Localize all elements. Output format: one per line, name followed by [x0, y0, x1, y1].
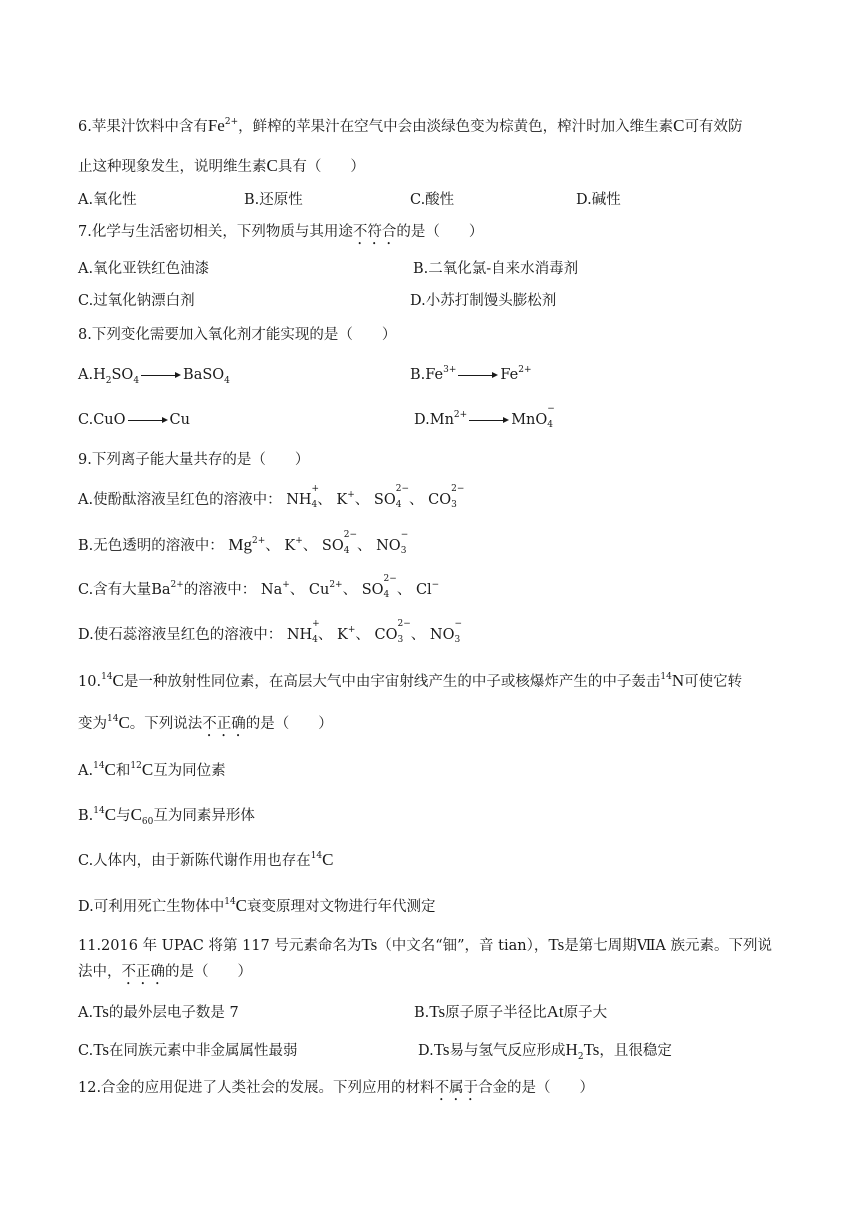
q8-option-d: $D.Mn^{2+}$ MnO − 4	[414, 404, 555, 430]
q9-option-b: B.无色透明的溶液中： $Mg^{2+}$、 K+、 SO 2− 4 、 NO − 3	[78, 530, 409, 556]
q6-stem-line2: 止这种现象发生，说明维生素C具有（ ）	[78, 156, 365, 175]
q10-stem-line2: 变为$^{14}$C。下列说法不正确的是（ ）	[78, 713, 333, 732]
q9-option-c: C.含有大量$Ba^{2+}$的溶液中： Na+、 $Cu^{2+}$、 SO 2− 4 、 Cl−	[78, 574, 440, 600]
q9-stem: 9.下列离子能大量共存的是（ ）	[78, 452, 310, 468]
reaction-arrow-icon	[469, 416, 509, 424]
q6-stem-line1: 6.苹果汁饮料中含有$Fe^{2+}$，鲜榨的苹果汁在空气中会由淡绿色变为棕黄色，榨汁时加入维生素C可有效防	[78, 116, 743, 135]
q7-stem: 7.化学与生活密切相关，下列物质与其用途不符合的是（ ）	[78, 224, 484, 240]
reaction-arrow-icon	[458, 371, 498, 379]
q8-stem: 8.下列变化需要加入氧化剂才能实现的是（ ）	[78, 327, 397, 343]
q7-option-d: D.小苏打制馒头膨松剂	[410, 293, 557, 309]
q6-option-c: C.酸性	[410, 192, 455, 208]
q9-option-a: A.使酚酞溶液呈红色的溶液中： NH + 4 、 K+、 SO 2− 4 、 CO 2− 3	[78, 484, 465, 510]
q9-option-d: D.使石蕊溶液呈红色的溶液中： NH + 4 、 K+、 CO 2− 3 、 NO − 3	[78, 619, 463, 645]
q11-stem-line1: 11.2016 年 UPAC 将第 117 号元素命名为Ts（中文名“钿”，音 tian），Ts是第七周期ⅦA 族元素。下列说	[78, 935, 772, 954]
q6-option-d: D.碱性	[576, 192, 621, 208]
emphasis-incorrect: 不正确	[202, 716, 246, 732]
q7-option-c: C.过氧化钠漂白剂	[78, 293, 195, 309]
q11-option-c: C.Ts在同族元素中非金属属性最弱	[78, 1040, 298, 1059]
q10-option-b: B.$^{14}$C与$C_{60}$互为同素异形体	[78, 805, 255, 827]
emphasis-not-belonging: 不属于	[434, 1080, 479, 1096]
reaction-arrow-icon	[128, 416, 168, 424]
q10-option-a: A.$^{14}$C和$^{12}$C互为同位素	[78, 760, 226, 779]
q6-option-b: B.还原性	[244, 192, 303, 208]
q8-option-a: $A.H_2SO_4$ BaSO$_4$	[78, 367, 230, 386]
q8-option-b: $B.Fe^{3+}$ $Fe^{2+}$	[410, 365, 532, 383]
q10-option-c: C.人体内，由于新陈代谢作用也存在$^{14}$C	[78, 850, 334, 869]
emphasis-not-conforming: 不符合	[352, 224, 397, 240]
q8-option-c: C.CuO Cu	[78, 412, 190, 428]
q10-stem-line1: 10.14C是一种放射性同位素，在高层大气中由宇宙射线产生的中子或核爆炸产生的中子轰击$^{14}$N可使它转	[78, 671, 743, 690]
q10-option-d: D.可利用死亡生物体中$^{14}$C衰变原理对文物进行年代测定	[78, 896, 436, 915]
reaction-arrow-icon	[141, 371, 181, 379]
q6-option-a: A.氧化性	[78, 192, 137, 208]
q11-stem-line2: 法中，不正确的是（ ）	[78, 964, 252, 980]
q11-option-d: D.Ts易与氢气反应形成$H_2Ts$，且很稳定	[418, 1040, 672, 1062]
emphasis-incorrect: 不正确	[121, 964, 165, 980]
q7-option-b: B.二氧化氯-自来水消毒剂	[413, 261, 579, 277]
q11-option-b: B.Ts原子原子半径比At原子大	[414, 1002, 608, 1021]
q12-stem: 12.合金的应用促进了人类社会的发展。下列应用的材料不属于合金的是（ ）	[78, 1080, 595, 1096]
q7-option-a: A.氧化亚铁红色油漆	[78, 261, 210, 277]
q11-option-a: A.Ts的最外层电子数是 7	[78, 1002, 239, 1021]
